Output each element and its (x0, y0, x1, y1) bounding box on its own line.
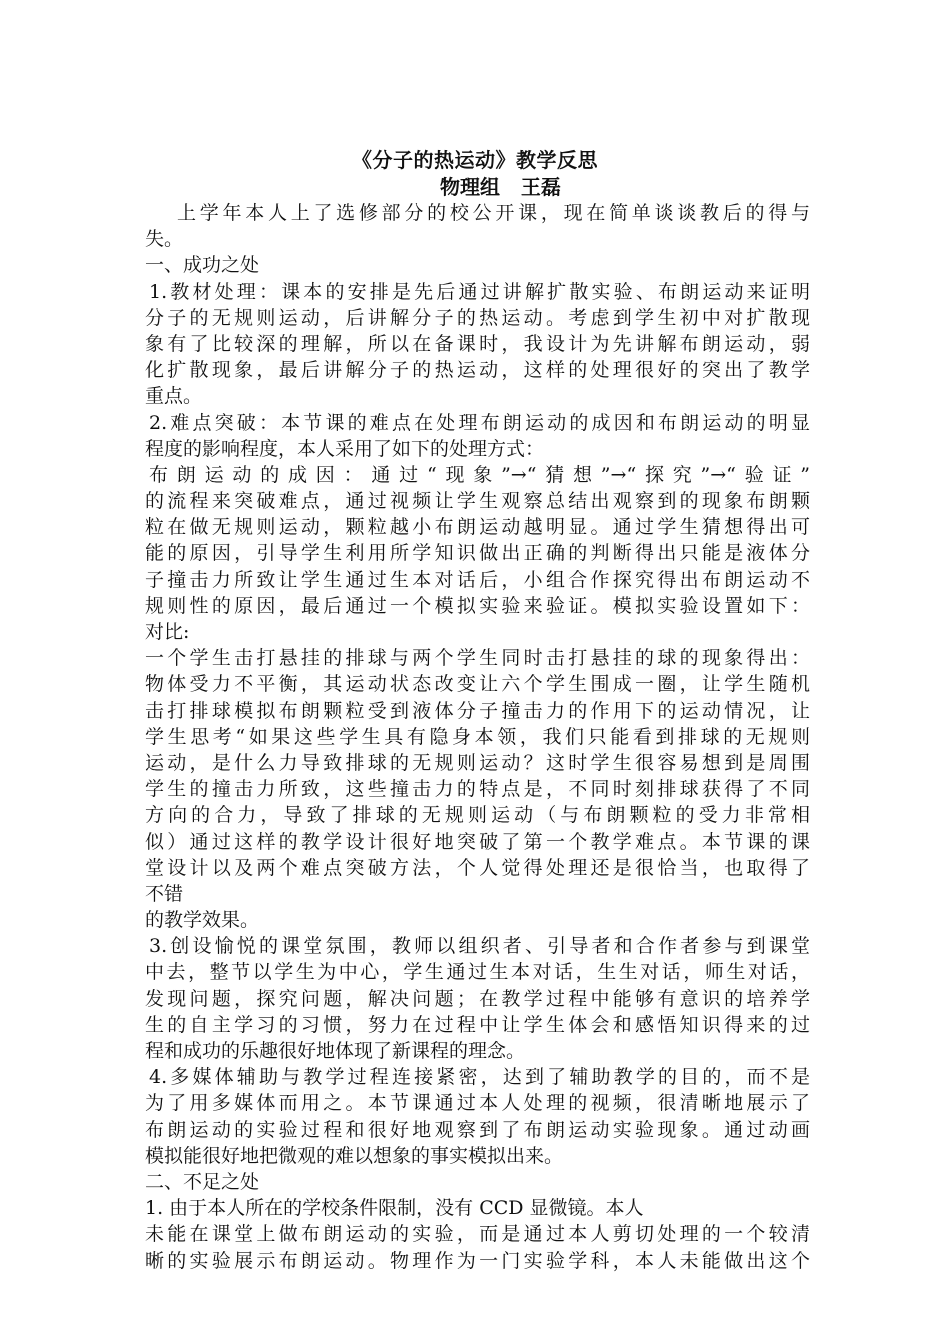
body-line: 发现问题，探究问题，解决问题；在教学过程中能够有意识的培养学 (145, 987, 810, 1010)
body-line: 中去，整节以学生为中心，学生通过生本对话，生生对话，师生对话， (145, 961, 810, 984)
body-line: 程度的影响程度，本人采用了如下的处理方式： (145, 437, 545, 460)
body-line: 粒在做无规则运动，颗粒越小布朗运动越明显。通过学生猜想得出可 (145, 516, 810, 539)
body-line: 布朗运动的实验过程和很好地观察到了布朗运动实验现象。通过动画 (145, 1118, 810, 1141)
body-line: 1. 由于本人所在的学校条件限制，没有 CCD 显微镜。本人 (145, 1197, 644, 1220)
body-line: 的流程来突破难点，通过视频让学生观察总结出观察到的现象布朗颗 (145, 490, 810, 513)
body-line: 失。 (145, 228, 184, 251)
body-line: 物体受力不平衡，其运动状态改变让六个学生围成一圈，让学生随机 (145, 673, 810, 696)
body-line: 似）通过这样的教学设计很好地突破了第一个教学难点。本节课的课 (145, 830, 810, 853)
body-line: 象有了比较深的理解，所以在备课时，我设计为先讲解布朗运动，弱 (145, 332, 810, 355)
body-line: 堂设计以及两个难点突破方法，个人觉得处理还是很恰当，也取得了 (145, 856, 810, 879)
body-line: 不错 (145, 882, 184, 905)
author-line: 物理组 王磊 (440, 175, 561, 199)
body-line: 规则性的原因，最后通过一个模拟实验来验证。模拟实验设置如下： (145, 594, 810, 617)
body-line: 击打排球模拟布朗颗粒受到液体分子撞击力的作用下的运动情况，让 (145, 699, 810, 722)
body-line: 晰的实验展示布朗运动。物理作为一门实验学科，本人未能做出这个 (145, 1249, 810, 1272)
body-line: 的教学效果。 (145, 909, 260, 932)
body-line: 分子的无规则运动，后讲解分子的热运动。考虑到学生初中对扩散现 (145, 306, 810, 329)
body-line: 程和成功的乐趣很好地体现了新课程的理念。 (145, 1040, 526, 1062)
body-line: 一个学生击打悬挂的排球与两个学生同时击打悬挂的球的现象得出： (145, 647, 810, 670)
body-line: 1.教材处理：课本的安排是先后通过讲解扩散实验、布朗运动来证明 (149, 280, 810, 303)
body-line: 重点。 (145, 385, 203, 408)
body-line: 对比: (145, 621, 190, 643)
body-line: 布朗运动的成因：通过“现象”→“猜想”→“探究”→“验证” (149, 463, 810, 486)
body-line: 上学年本人上了选修部分的校公开课，现在简单谈谈教后的得与 (177, 202, 810, 224)
body-line: 运动，是什么力导致排球的无规则运动？这时学生很容易想到是周围 (145, 751, 810, 774)
body-line: 未能在课堂上做布朗运动的实验，而是通过本人剪切处理的一个较清 (145, 1223, 810, 1246)
body-line: 为了用多媒体而用之。本节课通过本人处理的视频，很清晰地展示了 (145, 1092, 810, 1115)
body-line: 3.创设愉悦的课堂氛围，教师以组织者、引导者和合作者参与到课堂 (149, 935, 810, 958)
section-heading-shortcomings: 二、不足之处 (145, 1170, 260, 1193)
document-title: 《分子的热运动》教学反思 (352, 148, 598, 172)
body-line: 学生思考“如果这些学生具有隐身本领，我们只能看到排球的无规则 (145, 725, 810, 748)
body-line: 子撞击力所致让学生通过生本对话后，小组合作探究得出布朗运动不 (145, 568, 810, 591)
body-line: 方向的合力，导致了排球的无规则运动（与布朗颗粒的受力非常相 (145, 804, 810, 827)
body-line: 2.难点突破：本节课的难点在处理布朗运动的成因和布朗运动的明显 (149, 411, 810, 434)
body-line: 学生的撞击力所致，这些撞击力的特点是，不同时刻排球获得了不同 (145, 778, 810, 801)
body-line: 生的自主学习的习惯，努力在过程中让学生体会和感悟知识得来的过 (145, 1013, 810, 1036)
body-line: 能的原因，引导学生利用所学知识做出正确的判断得出只能是液体分 (145, 542, 810, 565)
document-body (145, 200, 810, 1274)
section-heading-success: 一、成功之处 (145, 254, 260, 277)
body-line: 4.多媒体辅助与教学过程连接紧密，达到了辅助教学的目的，而不是 (149, 1066, 810, 1089)
body-line: 化扩散现象，最后讲解分子的热运动，这样的处理很好的突出了教学 (145, 359, 810, 382)
body-line: 模拟能很好地把微观的难以想象的事实模拟出来。 (145, 1144, 564, 1167)
